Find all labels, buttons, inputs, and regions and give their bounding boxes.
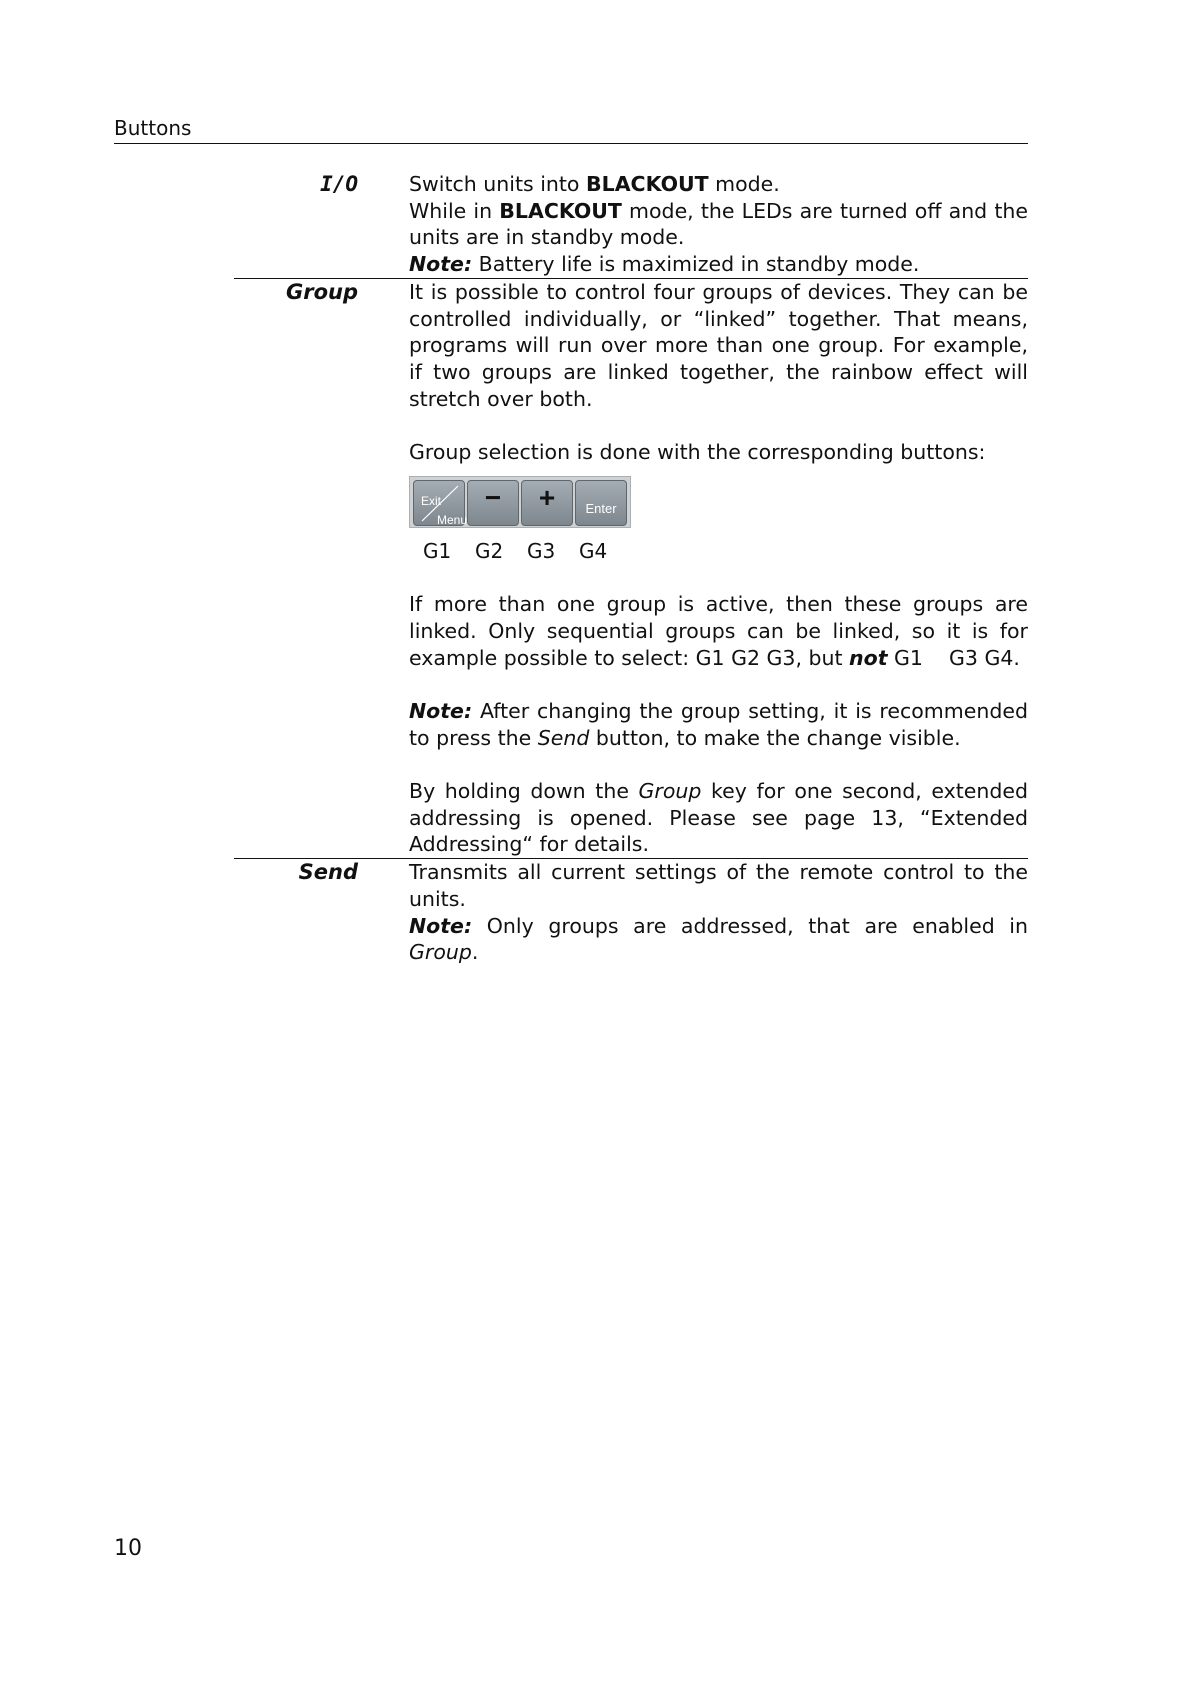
group-reference: Group: [638, 779, 702, 803]
plus-key: [521, 480, 573, 526]
note-label: Note:: [409, 698, 473, 723]
blackout-term: BLACKOUT: [499, 198, 622, 223]
minus-key: [467, 480, 519, 526]
exit-key-label: Exit: [421, 493, 442, 508]
page-header-title: Buttons: [114, 116, 192, 140]
io-line-1: Switch units into BLACKOUT mode.: [409, 172, 780, 196]
group-extended-text: By holding down the Group key for one second, extended addressing is opened. Please see page 13, “Extended Addressing“ for details.: [409, 779, 1028, 857]
group-intro: It is possible to control four groups of devices. They can be controlled individually, or “linked” together. That means, programs will run over more than one group. For example, if two groups are linked together, the rainbow effect will stretch over both.: [409, 279, 1028, 411]
page-header: [114, 115, 1028, 144]
io-line-2: While in BLACKOUT mode, the LEDs are turned off and the units are in standby mode.: [409, 198, 1028, 250]
entry-group: [234, 278, 1028, 858]
blackout-term: BLACKOUT: [586, 172, 709, 196]
minus-icon: −: [484, 481, 502, 513]
enter-key-label: Enter: [585, 500, 617, 516]
term-io: I/O: [320, 172, 358, 196]
desc-group: [409, 279, 1028, 858]
note-label: Note:: [409, 252, 473, 277]
group-label-g4: G4: [579, 538, 608, 563]
desc-send: [409, 859, 1028, 966]
group-label-g3: G3: [527, 538, 556, 563]
remote-keypad-image: [409, 476, 631, 528]
entry-send: [234, 858, 1028, 966]
term-group: Group: [285, 279, 358, 304]
desc-io: [409, 171, 1028, 278]
term-send: Send: [298, 860, 358, 885]
send-reference: Send: [537, 725, 590, 750]
note-label: Note:: [409, 913, 473, 938]
group-note: Note: After changing the group setting, it is recommended to press the Send button, to make the change visible.: [409, 698, 1028, 750]
not-emphasis: not: [849, 645, 888, 670]
send-text: Transmits all current settings of the remote control to the units.: [409, 860, 1028, 911]
menu-key-label: Menu: [437, 512, 468, 527]
page-number: 10: [114, 1536, 142, 1561]
group-reference: Group: [409, 940, 472, 965]
group-selection-text: Group selection is done with the corresponding buttons:: [409, 440, 986, 465]
enter-key: [575, 480, 627, 526]
group-labels: [409, 538, 631, 565]
plus-icon: +: [538, 481, 556, 513]
entry-io: [0, 171, 1190, 278]
group-label-g2: G2: [475, 538, 504, 563]
group-linking-text: If more than one group is active, then these groups are linked. Only sequential groups can be linked, so it is for example possible to select: G1 G2 G3, but not G1 G3 G4.: [409, 592, 1028, 670]
io-note: Note: Battery life is maximized in standby mode.: [409, 252, 920, 277]
exit-menu-key: [413, 480, 468, 527]
button-definitions: [0, 171, 1190, 966]
group-label-g1: G1: [423, 538, 452, 563]
send-note: Note: Only groups are addressed, that are enabled in Group.: [409, 913, 1028, 965]
